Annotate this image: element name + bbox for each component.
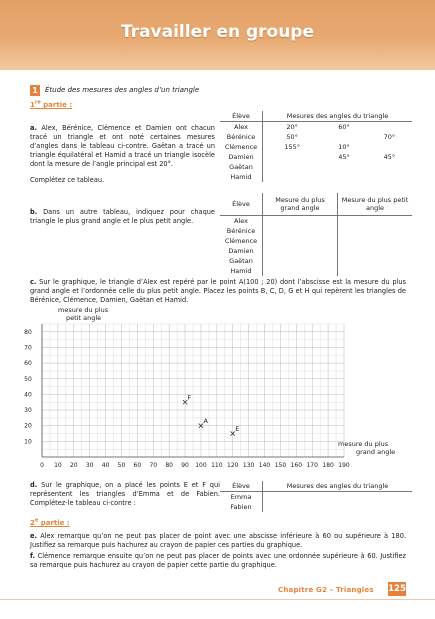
table-cell: Alex [220,216,263,227]
y-axis-label: mesure du plus [58,306,109,314]
table-cell [321,132,366,142]
table-cell [263,172,322,182]
x-tick-label: 40 [101,462,110,469]
table-cell: Alex [220,122,263,133]
table-cell: Fabien [220,502,263,512]
table-cell: Hamid [220,266,263,276]
table-cell [321,162,366,172]
question-d: d. Sur le graphique, on a placé les points E et F qui représentent les triangles d’Emma et de Fabien. Complétez-le tableau ci-contre : [30,481,220,507]
table-cell: 155° [284,143,300,151]
table-cell [321,172,366,182]
y-tick-label: 20 [24,422,32,430]
table-cell [338,216,413,227]
question-e: e. Alex remarque qu’on ne peut pas placer de point avec une abscisse inférieure à 60 ou supérieure à 180. Justifiez sa remarque puis hachurez au crayon de papier ces parties du graphique. [30,532,406,549]
point-label: A [203,417,208,426]
part2-label: 2e partie : [30,518,70,528]
y-tick-label: 10 [24,438,32,446]
chapter-label: Chapitre G2 – Triangles [278,586,374,594]
table-header-grand: Mesure du plus grand angle [263,193,338,216]
x-tick-label: 120 [227,462,239,469]
table-cell: 20° [263,122,322,133]
table-cell: Clémence [220,142,263,152]
table-cell: Bérénice [220,132,263,142]
table-cell: 10° [338,143,350,151]
x-tick-label: 50 [117,462,126,469]
table-cell [263,162,322,172]
question-f: f. Clémence remarque ensuite qu’on ne peut pas placer de points avec une ordonnée supérieure à 60. Justifiez sa remarque puis hachurez au crayon de papier cette partie du graphique. [30,552,406,569]
question-a-instruction: Complétez ce tableau. [30,176,105,184]
table-header-petit: Mesure du plus petit angle [341,196,409,212]
table-header-eleve: Élève [220,481,263,492]
table-cell: 45° [383,153,396,161]
x-tick-label: 110 [211,462,223,469]
y-tick-label: 30 [24,407,32,415]
y-tick-label: 40 [24,391,32,399]
angles-graph [0,302,435,474]
y-tick-label: 80 [24,328,32,336]
table-cell [367,162,412,172]
x-tick-label: 170 [306,462,318,469]
table-cell [367,122,412,133]
table-cell: Damien [220,152,263,162]
table-cell: Damien [220,246,263,256]
table-header-mesures: Mesures des angles du triangle [286,112,389,120]
y-tick-label: 60 [24,360,32,368]
x-tick-label: 190 [338,462,350,469]
table-cell [263,216,338,227]
max-min-table [220,193,412,276]
x-tick-label: 100 [195,462,207,469]
x-tick-label: 0 [40,462,44,469]
table-cell [367,142,412,152]
y-axis-label-line2: petit angle [66,314,102,322]
table-cell: 60° [321,122,366,133]
x-tick-label: 10 [54,462,62,469]
table-header-eleve: Élève [220,193,263,216]
point-label: F [187,393,192,402]
table-cell: Bérénice [220,226,263,236]
table-cell [367,172,412,182]
angles-table [220,111,412,182]
page-title: Travailler en groupe [120,22,315,42]
question-a: a. Alex, Bérénice, Clémence et Damien ont chacun tracé un triangle et ont noté certaines mesures d’angles dans le tableau ci-contre. Gaëtan a tracé un triangle équilatéral et Hamid a tracé un triangle isocèle dont la mesure de l’angle principal est 20°. [30,124,215,168]
table-cell [263,152,322,162]
table-cell: Gaëtan [220,162,263,172]
table-cell: 50° [286,133,298,141]
x-axis-label-line2: grand angle [356,448,396,456]
page-number: 125 [388,584,406,594]
x-tick-label: 70 [149,462,158,469]
x-tick-label: 150 [274,462,287,469]
table-header-mesures: Mesures des angles du triangle [286,482,389,490]
table-cell: Clémence [220,236,263,246]
x-tick-label: 20 [69,462,78,469]
x-tick-label: 80 [165,462,173,469]
table-header-eleve: Élève [220,111,263,122]
x-tick-label: 60 [133,462,142,469]
x-tick-label: 90 [181,462,189,469]
table-cell: 45° [338,153,350,161]
question-b: b. Dans un autre tableau, indiquez pour chaque triangle le plus grand angle et le plus petit angle. [30,208,215,225]
x-tick-label: 130 [242,462,255,469]
emma-fabien-table [220,481,412,512]
y-tick-label: 50 [24,375,32,383]
table-cell: Gaëtan [220,256,263,266]
table-cell: Hamid [220,172,263,182]
x-tick-label: 160 [290,462,303,469]
point-label: E [235,425,240,434]
y-tick-label: 70 [24,344,32,352]
exercise-number: 1 [30,85,40,96]
table-cell: Emma [220,492,263,503]
x-tick-label: 180 [322,462,334,469]
exercise-title: Étude des mesures des angles d’un triangle [45,86,200,94]
table-cell: 70° [383,133,396,141]
x-tick-label: 140 [258,462,271,469]
x-tick-label: 30 [85,462,94,469]
x-axis-label: mesure du plus [338,440,389,448]
part1-label: 1re partie : [30,100,73,110]
question-c: c. Sur le graphique, le triangle d’Alex est repéré par le point A(100 ; 20) dont l’abscisse est la mesure du plus grand angle et l’ordonnée celle du plus petit angle. Placez les points B, C, D, G et H qui repèrent les triangles de Bérénice, Clémence, Damien, Gaëtan et Hamid. [30,278,406,304]
footer-divider [0,599,435,600]
